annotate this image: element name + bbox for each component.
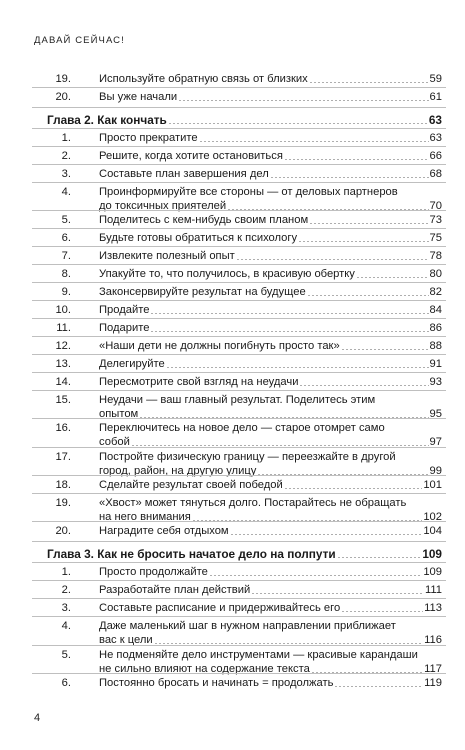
- entry-content: [99, 450, 442, 478]
- entry-line: [99, 583, 442, 597]
- toc-entry[interactable]: [0, 478, 465, 492]
- dot-leader: [309, 223, 428, 224]
- entry-text: Делегируйте: [99, 358, 165, 370]
- page-ref: 86: [429, 322, 442, 334]
- page-ref: 88: [429, 340, 442, 352]
- page-ref: 119: [424, 677, 442, 689]
- dot-leader: [150, 331, 428, 332]
- toc-entry[interactable]: [0, 285, 465, 299]
- toc-entry[interactable]: [0, 524, 465, 538]
- separator-line: [32, 164, 446, 165]
- page-ref: 63: [429, 132, 442, 144]
- entry-number: 4.: [61, 186, 71, 198]
- separator-line: [32, 182, 446, 183]
- dot-leader: [178, 100, 428, 101]
- separator-line: [32, 300, 446, 301]
- dot-leader: [154, 643, 424, 644]
- chapter-line: [47, 113, 442, 127]
- entry-text: Пересмотрите свой взгляд на неудачи: [99, 376, 299, 388]
- toc-entry[interactable]: [0, 339, 465, 353]
- toc-entry[interactable]: [0, 357, 465, 371]
- entry-line: [99, 267, 442, 281]
- entry-text: Просто продолжайте: [99, 566, 208, 578]
- entry-line: [99, 601, 442, 615]
- dot-leader: [298, 241, 428, 242]
- entry-line: [99, 478, 442, 492]
- entry-number: 16.: [55, 422, 71, 434]
- entry-content: [99, 375, 442, 389]
- toc-entry[interactable]: [0, 583, 465, 597]
- entry-content: [99, 249, 442, 263]
- page-ref: 111: [424, 584, 442, 596]
- entry-line: [99, 375, 442, 389]
- chapter-heading[interactable]: [0, 113, 465, 127]
- entry-number: 20.: [55, 91, 71, 103]
- entry-number: 3.: [61, 168, 71, 180]
- entry-content: [99, 478, 442, 492]
- toc-entry[interactable]: [0, 167, 465, 181]
- entry-content: [99, 619, 442, 647]
- page-ref: 109: [423, 566, 442, 578]
- entry-content: [99, 676, 442, 690]
- entry-content: [99, 267, 442, 281]
- toc-entry[interactable]: [0, 601, 465, 615]
- entry-text: Законсервируйте результат на будущее: [99, 286, 306, 298]
- entry-content: [99, 167, 442, 181]
- page-ref: 117: [424, 663, 442, 675]
- toc-entry[interactable]: [0, 267, 465, 281]
- page-ref: 91: [429, 358, 442, 370]
- entry-content: [99, 524, 442, 538]
- separator-line: [32, 354, 446, 355]
- dot-leader: [307, 295, 429, 296]
- entry-line: [99, 72, 442, 86]
- page-ref: 102: [423, 511, 442, 523]
- running-head: ДАВАЙ СЕЙЧАС!: [34, 35, 125, 46]
- entry-number: 5.: [61, 649, 71, 661]
- entry-content: [99, 357, 442, 371]
- entry-number: 4.: [61, 620, 71, 632]
- entry-text: Не подменяйте дело инструментами — красивые карандаши: [99, 649, 418, 661]
- toc-entry[interactable]: [0, 393, 465, 421]
- entry-number: 2.: [61, 150, 71, 162]
- entry-text: опытом: [99, 408, 139, 420]
- page-ref: 116: [424, 634, 442, 646]
- separator-line: [32, 562, 446, 563]
- entry-line: [99, 285, 442, 299]
- entry-text: Составьте план завершения дел: [99, 168, 269, 180]
- dot-leader: [131, 445, 429, 446]
- toc-entry[interactable]: [0, 421, 465, 449]
- separator-line: [32, 418, 446, 419]
- entry-line: [99, 357, 442, 371]
- entry-content: [99, 285, 442, 299]
- entry-content: [99, 583, 442, 597]
- entry-text: Используйте обратную связь от близких: [99, 73, 308, 85]
- page-ref: 97: [429, 436, 442, 448]
- toc-entry[interactable]: [0, 131, 465, 145]
- entry-text: до токсичных приятелей: [99, 200, 227, 212]
- entry-text: Сделайте результат своей победой: [99, 479, 283, 491]
- page-ref: 104: [423, 525, 442, 537]
- entry-content: [99, 339, 442, 353]
- entry-text: Подарите: [99, 322, 150, 334]
- dot-leader: [337, 557, 422, 558]
- dot-leader: [284, 159, 429, 160]
- dot-leader: [209, 575, 422, 576]
- toc-entry[interactable]: [0, 619, 465, 647]
- separator-line: [32, 580, 446, 581]
- separator-line: [32, 372, 446, 373]
- page-ref: 101: [423, 479, 442, 491]
- toc-entry[interactable]: [0, 231, 465, 245]
- separator-line: [32, 264, 446, 265]
- separator-line: [32, 493, 446, 494]
- toc-entry[interactable]: [0, 213, 465, 227]
- separator-line: [32, 645, 446, 646]
- separator-line: [32, 616, 446, 617]
- entry-number: 11.: [56, 322, 71, 334]
- dot-leader: [251, 593, 424, 594]
- dot-leader: [199, 141, 429, 142]
- toc-entry[interactable]: [0, 565, 465, 579]
- entry-number: 20.: [55, 525, 71, 537]
- toc-entry[interactable]: [0, 185, 465, 213]
- entry-line: [99, 249, 442, 263]
- entry-content: [99, 303, 442, 317]
- separator-line: [32, 87, 446, 88]
- separator-line: [32, 146, 446, 147]
- entry-text: Наградите себя отдыхом: [99, 525, 229, 537]
- entry-text: не сильно влияют на содержание текста: [99, 663, 310, 675]
- entry-line: [99, 231, 442, 245]
- dot-leader: [166, 367, 429, 368]
- separator-line: [32, 210, 446, 211]
- entry-number: 12.: [55, 340, 71, 352]
- entry-line: [99, 524, 442, 538]
- entry-line: [99, 321, 442, 335]
- page-ref: 95: [429, 408, 442, 420]
- separator-line: [32, 336, 446, 337]
- dot-leader: [230, 534, 423, 535]
- separator-line: [32, 541, 446, 542]
- page-ref: 68: [429, 168, 442, 180]
- page-ref: 75: [429, 232, 442, 244]
- dot-leader: [356, 277, 429, 278]
- entry-line: [99, 167, 442, 181]
- dot-leader: [299, 385, 428, 386]
- entry-line: [99, 303, 442, 317]
- separator-line: [32, 128, 446, 129]
- entry-text: Упакуйте то, что получилось, в красивую обертку: [99, 268, 355, 280]
- entry-number: 7.: [61, 250, 71, 262]
- separator-line: [32, 246, 446, 247]
- entry-content: [99, 185, 442, 213]
- separator-line: [32, 228, 446, 229]
- entry-text: Продайте: [99, 304, 150, 316]
- entry-content: [99, 565, 442, 579]
- entry-content: [99, 393, 442, 421]
- entry-number: 14.: [55, 376, 71, 388]
- entry-text: собой: [99, 436, 130, 448]
- entry-text: «Наши дети не должны погибнуть просто так»: [99, 340, 340, 352]
- chapter-title: Глава 3. Как не бросить начатое дело на полпути: [47, 547, 336, 561]
- entry-text: Неудачи — ваш главный результат. Поделитесь этим: [99, 394, 376, 406]
- entry-number: 6.: [61, 677, 71, 689]
- entry-number: 1.: [61, 566, 71, 578]
- entry-line: [99, 149, 442, 163]
- entry-text: Переключитесь на новое дело — старое отомрет само: [99, 422, 385, 434]
- page-ref: 78: [429, 250, 442, 262]
- page-ref: 84: [429, 304, 442, 316]
- separator-line: [32, 282, 446, 283]
- entry-line: [99, 90, 442, 104]
- separator-line: [32, 107, 446, 108]
- chapter-heading[interactable]: [0, 547, 465, 561]
- page-ref: 61: [429, 91, 442, 103]
- entry-number: 13.: [55, 358, 71, 370]
- entry-text: вас к цели: [99, 634, 153, 646]
- page-ref: 113: [424, 602, 442, 614]
- separator-line: [32, 521, 446, 522]
- entry-text: Разработайте план действий: [99, 584, 251, 596]
- separator-line: [32, 673, 446, 674]
- entry-number: 19.: [55, 497, 71, 509]
- toc-entry[interactable]: [0, 90, 465, 104]
- dot-leader: [334, 686, 423, 687]
- page-ref: 59: [429, 73, 442, 85]
- entry-number: 15.: [55, 394, 71, 406]
- page-ref: 66: [429, 150, 442, 162]
- entry-text: Постоянно бросать и начинать = продолжать: [99, 677, 334, 689]
- entry-text: Извлеките полезный опыт: [99, 250, 235, 262]
- entry-content: [99, 72, 442, 86]
- entry-text: Просто прекратите: [99, 132, 198, 144]
- page-number: 4: [34, 712, 41, 724]
- entry-number: 1.: [61, 132, 71, 144]
- entry-text: «Хвост» может тянуться долго. Постарайтесь не обращать: [99, 497, 407, 509]
- page-ref: 73: [429, 214, 442, 226]
- entry-number: 8.: [61, 268, 71, 280]
- entry-line: [99, 565, 442, 579]
- entry-content: [99, 231, 442, 245]
- entry-text: Вы уже начали: [99, 91, 178, 103]
- entry-number: 5.: [61, 214, 71, 226]
- dot-leader: [270, 177, 429, 178]
- separator-line: [32, 318, 446, 319]
- chapter-line: [47, 547, 442, 561]
- toc-entry[interactable]: [0, 496, 465, 524]
- toc-entry[interactable]: [0, 676, 465, 690]
- entry-number: 2.: [61, 584, 71, 596]
- toc-entry[interactable]: [0, 249, 465, 263]
- entry-line: [99, 676, 442, 690]
- page-ref: 63: [428, 113, 442, 127]
- toc-entry[interactable]: [0, 72, 465, 86]
- toc-entry[interactable]: [0, 321, 465, 335]
- page-ref: 109: [422, 547, 442, 561]
- toc-entry[interactable]: [0, 450, 465, 478]
- entry-content: [99, 601, 442, 615]
- separator-line: [32, 390, 446, 391]
- entry-number: 10.: [55, 304, 71, 316]
- page-ref: 70: [429, 200, 442, 212]
- entry-text: на него внимания: [99, 511, 191, 523]
- entry-line: [99, 213, 442, 227]
- entry-content: [99, 90, 442, 104]
- entry-text: Проинформируйте все стороны — от деловых партнеров: [99, 186, 398, 198]
- entry-number: 3.: [61, 602, 71, 614]
- page-ref: 93: [429, 376, 442, 388]
- entry-text: Составьте расписание и придерживайтесь его: [99, 602, 341, 614]
- entry-number: 6.: [61, 232, 71, 244]
- dot-leader: [150, 313, 428, 314]
- page-ref: 82: [429, 286, 442, 298]
- entry-content: [99, 421, 442, 449]
- entry-text: Решите, когда хотите остановиться: [99, 150, 283, 162]
- toc-entry[interactable]: [0, 149, 465, 163]
- dot-leader: [236, 259, 429, 260]
- entry-number: 9.: [61, 286, 71, 298]
- entry-text: Будьте готовы обратиться к психологу: [99, 232, 298, 244]
- toc-entry[interactable]: [0, 648, 465, 676]
- toc-entry[interactable]: [0, 303, 465, 317]
- entry-content: [99, 496, 442, 524]
- separator-line: [32, 475, 446, 476]
- dot-leader: [168, 123, 428, 124]
- entry-text: Поделитесь с кем-нибудь своим планом: [99, 214, 309, 226]
- entry-content: [99, 131, 442, 145]
- entry-line: [99, 339, 442, 353]
- entry-content: [99, 149, 442, 163]
- separator-line: [32, 598, 446, 599]
- entry-content: [99, 213, 442, 227]
- entry-number: 19.: [55, 73, 71, 85]
- page-ref: 99: [429, 465, 442, 477]
- entry-line: [99, 131, 442, 145]
- toc-entry[interactable]: [0, 375, 465, 389]
- entry-text: Постройте физическую границу — переезжайте в другой: [99, 451, 396, 463]
- dot-leader: [284, 488, 423, 489]
- separator-line: [32, 447, 446, 448]
- entry-text: Даже маленький шаг в нужном направлении приближает: [99, 620, 396, 632]
- entry-content: [99, 321, 442, 335]
- entry-content: [99, 648, 442, 676]
- dot-leader: [341, 349, 429, 350]
- chapter-title: Глава 2. Как кончать: [47, 113, 167, 127]
- page-ref: 80: [429, 268, 442, 280]
- entry-text: город, район, на другую улицу: [99, 465, 257, 477]
- dot-leader: [341, 611, 423, 612]
- entry-number: 18.: [55, 479, 71, 491]
- dot-leader: [309, 82, 429, 83]
- entry-number: 17.: [55, 451, 71, 463]
